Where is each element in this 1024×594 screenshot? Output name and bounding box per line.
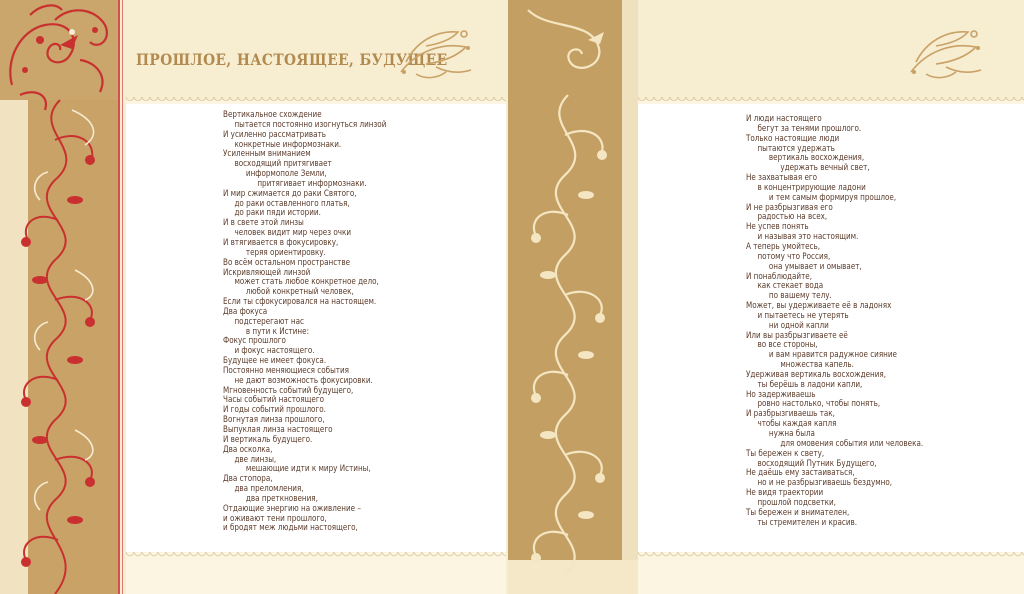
poem-line: бегут за тенями прошлого. xyxy=(746,122,862,133)
poem-line: Мгновенность событий будущего, xyxy=(223,384,354,395)
left-ornament-strip xyxy=(0,0,118,594)
poem-line: И вертикаль будущего. xyxy=(223,433,313,444)
poem-line: пытаются удержать xyxy=(746,142,835,153)
folk-vine-ornament xyxy=(0,0,118,594)
poem-line: два преломления, xyxy=(223,483,304,494)
poem-line: восходящий Путник Будущего, xyxy=(746,457,877,468)
poem-line: Ты бережен и внимателен, xyxy=(746,506,850,517)
poem-line: И годы событий прошлого. xyxy=(223,404,326,415)
poem-line: радостью на всех, xyxy=(746,211,828,222)
golden-vine-ornament xyxy=(508,0,638,594)
poem-line: нужна была xyxy=(746,428,815,438)
poem-line: Только настоящие люди xyxy=(746,132,840,143)
poem-line: И втягивается в фокусировку, xyxy=(223,236,339,247)
poem-line: не дают возможность фокусировки. xyxy=(223,374,373,385)
poem-line: две линзы, xyxy=(223,453,277,464)
poem-line: ты берёшь в ладони капли, xyxy=(746,378,863,389)
poem-line: А теперь умойтесь, xyxy=(746,240,821,251)
lace-border-bottom xyxy=(126,552,506,560)
poem-line: Если ты сфокусировался на настоящем. xyxy=(223,296,377,307)
lace-border-bottom xyxy=(638,552,1024,560)
poem-line: множества капель. xyxy=(746,359,854,370)
swirl-ornament-icon xyxy=(906,22,986,82)
poem-line: Часы событий настоящего xyxy=(223,394,325,405)
poem-line: Будущее не имеет фокуса. xyxy=(223,355,327,366)
poem-line: два преткновения, xyxy=(223,492,318,503)
poem-line: до раки оставленного платья, xyxy=(223,197,350,208)
poem-line: до раки пяди истории. xyxy=(223,207,321,218)
poem-line: Искривляющей линзой xyxy=(223,266,311,277)
poem-line: И понаблюдайте, xyxy=(746,270,813,281)
poem-line: Вертикальное схождение xyxy=(223,109,322,119)
poem-line: и называя это настоящим. xyxy=(746,231,859,242)
poem-line: Постоянно меняющиеся события xyxy=(223,364,349,375)
poem-line: Не успев понять xyxy=(746,221,809,232)
poem-line: Во всём остальном пространстве xyxy=(223,256,351,267)
poem-line: Не даёшь ему застаиваться, xyxy=(746,467,855,478)
poem-line: для омовения события или человека. xyxy=(746,437,924,448)
poem-line: мешающие идти к миру Истины, xyxy=(223,463,371,474)
poem-line: человек видит мир через очки xyxy=(223,227,352,238)
poem-line: она умывает и омывает, xyxy=(746,260,862,271)
poem-line: Не видя траектории xyxy=(746,487,824,498)
swirl-ornament-icon xyxy=(396,22,476,82)
poem-line: И усиленно рассматривать xyxy=(223,128,327,139)
poem-line: И разбрызгиваешь так, xyxy=(746,408,835,419)
poem-line: Фокус прошлого xyxy=(223,335,286,346)
poem-line: во все стороны, xyxy=(746,339,818,350)
poem-line: Но задерживаешь xyxy=(746,388,816,399)
poem-line: подстерегают нас xyxy=(223,315,304,326)
poem-line: чтобы каждая капля xyxy=(746,418,837,429)
poem-line: притягивает информознаки. xyxy=(223,177,367,188)
poem-line: Отдающие энергию на оживление – xyxy=(223,502,361,513)
poem-line: и пытаетесь не утерять xyxy=(746,309,849,320)
poem-line: пытается постоянно изогнуться линзой xyxy=(223,118,387,129)
poem-line: прошлой подсветки, xyxy=(746,496,836,507)
poem-line: Два фокуса xyxy=(223,305,268,316)
poem-line: Усиленным вниманием xyxy=(223,148,311,159)
poem-line: теряя ориентировку. xyxy=(223,246,326,257)
middle-ornament-strip xyxy=(508,0,638,594)
page-title: ПРОШЛОЕ, НАСТОЯЩЕЕ, БУДУЩЕЕ xyxy=(136,50,448,69)
poem-line: ты стремителен и красив. xyxy=(746,516,858,527)
poem-line: и вам нравится радужное сияние xyxy=(746,349,897,360)
poem-line: Может, вы удерживаете её в ладонях xyxy=(746,300,892,311)
poem-line: конкретные информознаки. xyxy=(223,138,342,149)
poem-line: Ты бережен к свету, xyxy=(746,447,825,458)
poem-line: Вогнутая линза прошлого, xyxy=(223,414,325,425)
poem-line: Выпуклая линза настоящего xyxy=(223,424,333,434)
poem-line: как стекает вода xyxy=(746,280,824,291)
poem-line: любой конкретный человек, xyxy=(223,286,354,297)
poem-line: Не захватывая его xyxy=(746,172,818,183)
poem-line: И люди настоящего xyxy=(746,113,822,123)
poem-line: и фокус настоящего. xyxy=(223,345,315,356)
red-divider-line xyxy=(118,0,120,594)
poem-line: И мир сжимается до раки Святого, xyxy=(223,187,357,198)
poem-line: ровно настолько, чтобы понять, xyxy=(746,398,881,409)
right-page xyxy=(638,0,1024,594)
left-page xyxy=(126,0,506,594)
title-bar-right xyxy=(638,0,1024,100)
poem-line: И в свете этой линзы xyxy=(223,217,304,228)
poem-line: и тем самым формируя прошлое, xyxy=(746,191,897,202)
poem-line: Удерживая вертикаль восхождения, xyxy=(746,368,887,379)
poem-line: в концентрирующие ладони xyxy=(746,181,866,192)
poem-line: удержать вечный свет, xyxy=(746,162,870,173)
poem-line: в пути к Истине: xyxy=(223,325,309,336)
poem-line: и оживают тени прошлого, xyxy=(223,512,327,523)
poem-line: и бродят меж людьми настоящего, xyxy=(223,522,358,533)
poem-line: И не разбрызгивая его xyxy=(746,201,833,212)
poem-line: ни одной капли xyxy=(746,319,829,330)
red-divider-line-thin xyxy=(122,0,123,594)
poem-line: потому что Россия, xyxy=(746,250,831,261)
poem-line: может стать любое конкретное дело, xyxy=(223,276,379,287)
poem-line: но и не разбрызгиваешь бездумно, xyxy=(746,477,893,488)
poem-left xyxy=(223,110,386,533)
poem-right xyxy=(746,114,923,527)
poem-line: Два стопора, xyxy=(223,473,273,484)
poem-line: по вашему телу. xyxy=(746,290,832,301)
poem-line: Два осколка, xyxy=(223,443,273,454)
poem-line: восходящий притягивает xyxy=(223,158,332,169)
title-bar xyxy=(126,0,506,100)
poem-line: информополе Земли, xyxy=(223,168,327,179)
poem-line: вертикаль восхождения, xyxy=(746,152,865,163)
poem-line: Или вы разбрызгиваете её xyxy=(746,329,848,340)
